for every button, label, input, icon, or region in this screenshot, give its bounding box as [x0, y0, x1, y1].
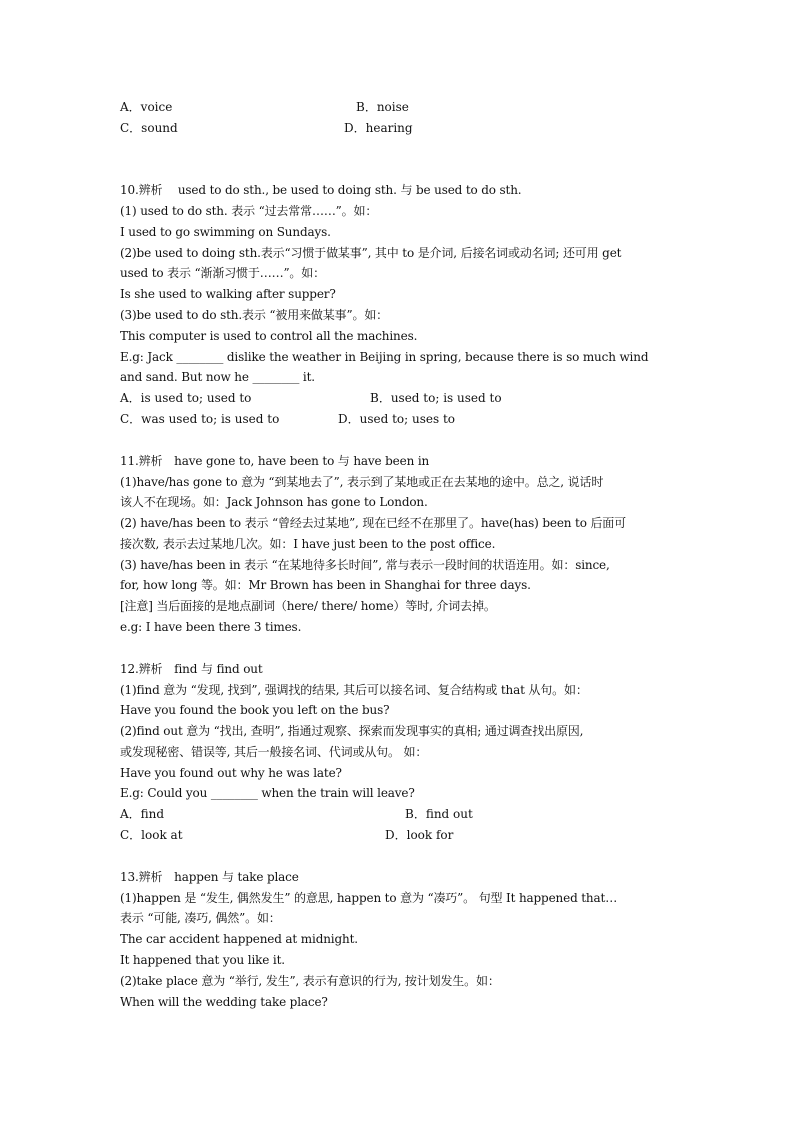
section-10-example-2: Is she used to walking after supper?	[120, 287, 336, 301]
section-11-point-2a: (2) have/has been to 表示 “曾经去过某地”, 现在已经不在那里了。have(has) been to 后面可	[120, 516, 627, 530]
option-b: B．noise	[356, 100, 409, 114]
section-11-point-1b: 该人不在现场。如：Jack Johnson has gone to London.	[120, 495, 428, 509]
option-b: B．used to; is used to	[370, 391, 502, 405]
section-10-exercise-b: and sand. But now he ________ it.	[120, 370, 315, 384]
option-c: C．look at	[120, 828, 183, 842]
section-11-point-3b: for, how long 等。如：Mr Brown has been in Shanghai for three days.	[120, 578, 531, 592]
section-13-point-2: (2)take place 意为 “举行, 发生”, 表示有意识的行为, 按计划发生。如：	[120, 974, 500, 988]
section-10-point-3: (3)be used to do sth.表示 “被用来做某事”。如：	[120, 308, 389, 322]
section-13-example-2: It happened that you like it.	[120, 953, 285, 967]
section-12-example-2: Have you found out why he was late?	[120, 766, 342, 780]
section-10-example-3: This computer is used to control all the machines.	[120, 329, 418, 343]
section-11-heading: 11.辨析 have gone to, have been to 与 have been in	[120, 454, 430, 468]
section-12-point-2b: 或发现秘密、错误等, 其后一般接名词、代词或从句。 如：	[120, 745, 428, 759]
section-12-heading: 12.辨析 find 与 find out	[120, 662, 263, 676]
option-a: A．find	[120, 807, 165, 821]
section-13-point-1b: 表示 “可能, 凑巧, 偶然”。如：	[120, 911, 281, 925]
section-12-example-1: Have you found the book you left on the bus?	[120, 703, 390, 717]
option-c: C．was used to; is used to	[120, 412, 280, 426]
section-10-point-2b: used to 表示 “渐渐习惯于……”。如：	[120, 266, 325, 280]
option-d: D．hearing	[344, 121, 413, 135]
section-13-heading: 13.辨析 happen 与 take place	[120, 870, 299, 884]
section-10-exercise-a: E.g: Jack ________ dislike the weather in Beijing in spring, because there is so much wind	[120, 350, 649, 364]
section-11-example: e.g: I have been there 3 times.	[120, 620, 302, 634]
section-12-point-1: (1)find 意为 “发现, 找到”, 强调找的结果, 其后可以接名词、复合结构或 that 从句。如：	[120, 683, 588, 697]
section-11-point-2b: 接次数, 表示去过某地几次。如：I have just been to the post office.	[120, 537, 496, 551]
option-a: A．is used to; used to	[120, 391, 252, 405]
option-a: A．voice	[120, 100, 173, 114]
option-c: C．sound	[120, 121, 178, 135]
section-13-example-3: When will the wedding take place?	[120, 995, 328, 1009]
section-10-example-1: I used to go swimming on Sundays.	[120, 225, 331, 239]
section-11-point-1a: (1)have/has gone to 意为 “到某地去了”, 表示到了某地或正在去某地的途中。总之, 说话时	[120, 475, 604, 489]
section-11-point-3a: (3) have/has been in 表示 “在某地待多长时间”, 常与表示一段时间的状语连用。如：since,	[120, 558, 610, 572]
option-b: B．find out	[405, 807, 473, 821]
section-12-point-2a: (2)find out 意为 “找出, 查明”, 指通过观察、探索而发现事实的真相; 通过调查找出原因,	[120, 724, 584, 738]
section-13-example-1: The car accident happened at midnight.	[120, 932, 358, 946]
section-10-point-1: (1) used to do sth. 表示 “过去常常……”。如：	[120, 204, 378, 218]
section-10-point-2a: (2)be used to doing sth.表示“习惯于做某事”, 其中 to 是介词, 后接名词或动名词; 还可用 get	[120, 246, 622, 260]
option-d: D．look for	[385, 828, 454, 842]
section-13-point-1a: (1)happen 是 “发生, 偶然发生” 的意思, happen to 意为 “凑巧”。 句型 It happened that…	[120, 891, 618, 905]
section-12-exercise: E.g: Could you ________ when the train will leave?	[120, 786, 415, 800]
section-11-note: [注意] 当后面接的是地点副词（here/ there/ home）等时, 介词去掉。	[120, 599, 496, 613]
option-d: D．used to; uses to	[338, 412, 456, 426]
section-10-heading: 10.辨析 used to do sth., be used to doing sth. 与 be used to do sth.	[120, 183, 522, 197]
